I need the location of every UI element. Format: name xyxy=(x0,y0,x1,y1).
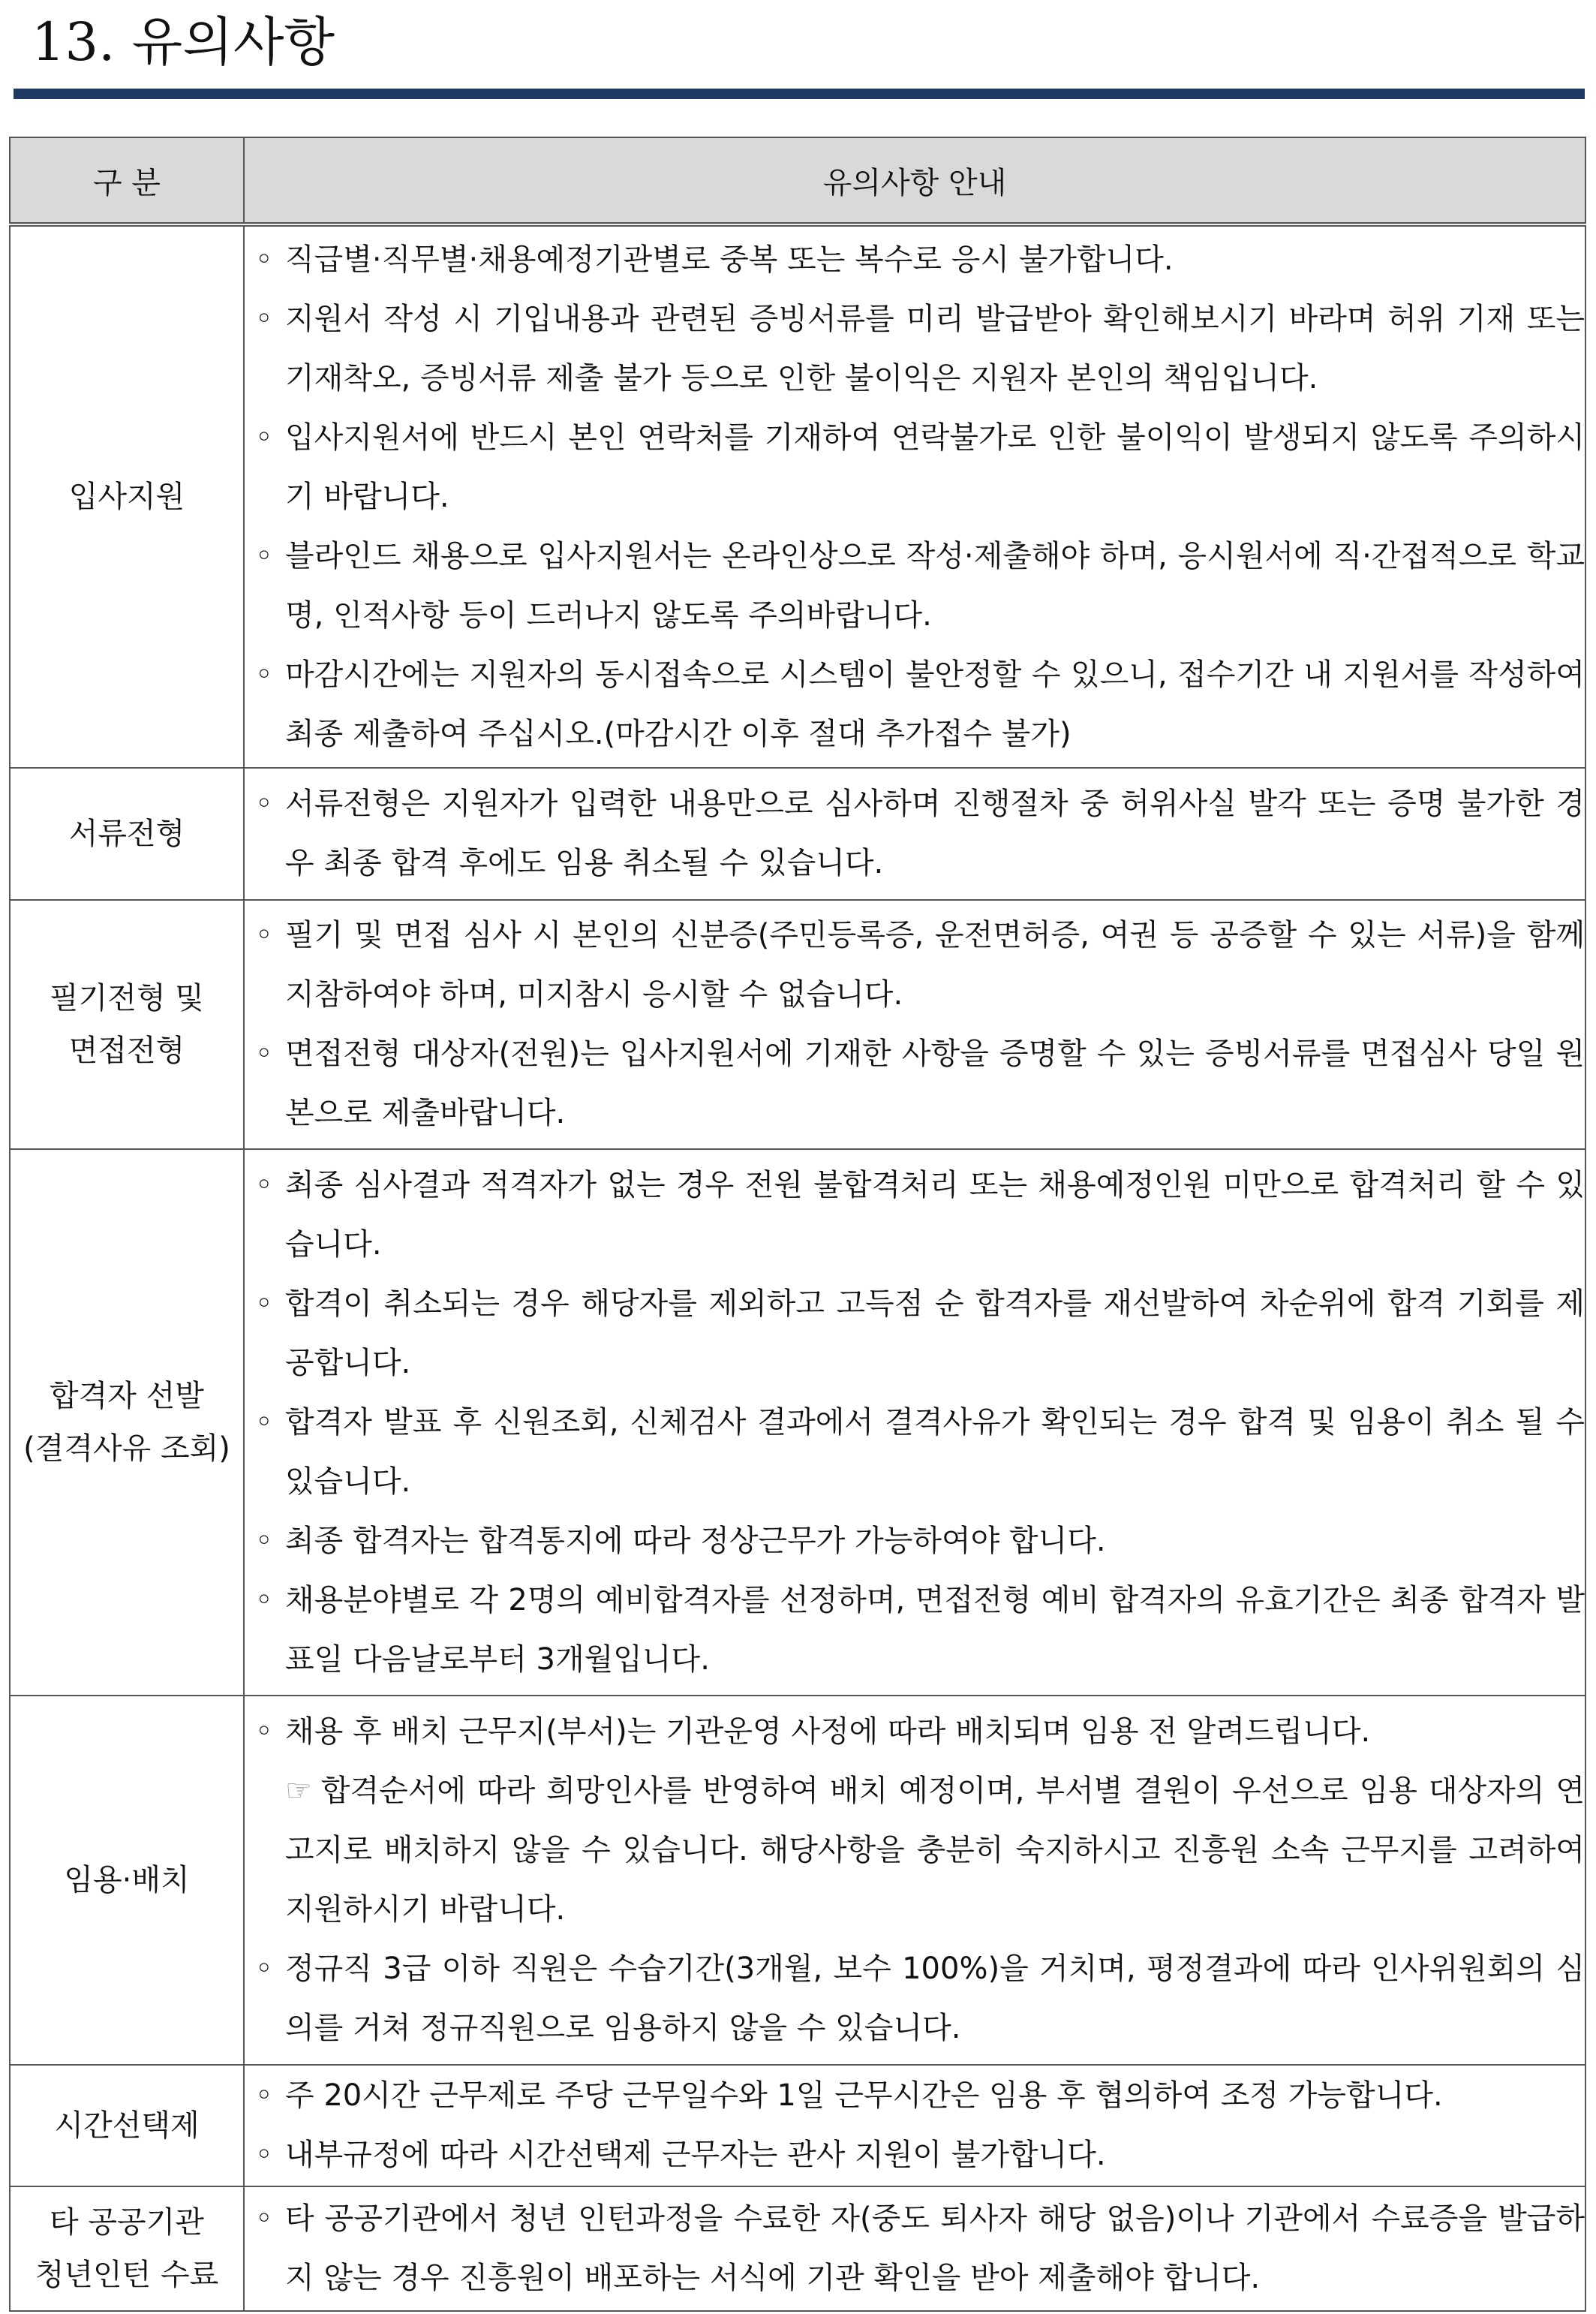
table-row-written-interview xyxy=(10,900,1585,1149)
row-guidance xyxy=(244,900,1585,1149)
title-divider xyxy=(14,89,1585,99)
row-category: 합격자 선발 (결격사유 조회) xyxy=(10,1149,244,1696)
row-category: 임용·배치 xyxy=(10,1696,244,2065)
row-guidance xyxy=(244,224,1585,768)
row-guidance xyxy=(244,1149,1585,1696)
list-item: ◦ 내부규정에 따라 시간선택제 근무자는 관사 지원이 불가합니다. xyxy=(255,2138,1106,2172)
placement-note: ☞ 합격순서에 따라 희망인사를 반영하여 배치 예정이며, 부서별 결원이 우선으로 임용 대상자의 연고지로 배치하지 않을 수 있습니다. 해당사항을 충분히 숙지하시고 진흥원 소속 근무지를 고려하여 지원하시기 바랍니다. xyxy=(285,1774,1585,1927)
list-item: ◦ 입사지원서에 반드시 본인 연락처를 기재하여 연락불가로 인한 불이익이 발생되지 않도록 주의하시기 바랍니다. xyxy=(255,420,1585,514)
list-item: ◦ 최종 합격자는 합격통지에 따라 정상근무가 가능하여야 합니다. xyxy=(255,1523,1106,1558)
list-item: ◦ 채용 후 배치 근무지(부서)는 기관운영 사정에 따라 배치되며 임용 전 알려드립니다. xyxy=(255,1714,1371,1749)
list-item: ◦ 지원서 작성 시 기입내용과 관련된 증빙서류를 미리 발급받아 확인해보시기 바라며 허위 기재 또는 기재착오, 증빙서류 제출 불가 등으로 인한 불이익은 지원자 본인의 책임입니다. xyxy=(255,301,1585,396)
table-row-appointment xyxy=(10,1696,1585,2065)
list-item: ◦ 블라인드 채용으로 입사지원서는 온라인상으로 작성·제출해야 하며, 응시원서에 직·간접적으로 학교명, 인적사항 등이 드러나지 않도록 주의바랍니다. xyxy=(255,538,1585,633)
list-item: ◦ 정규직 3급 이하 직원은 수습기간(3개월, 보수 100%)을 거치며, 평정결과에 따라 인사위원회의 심의를 거쳐 정규직원으로 임용하지 않을 수 있습니다. xyxy=(255,1951,1585,2045)
row-category: 타 공공기관 청년인턴 수료 xyxy=(10,2186,244,2311)
row-guidance xyxy=(244,1696,1585,2065)
header-guidance: 유의사항 안내 xyxy=(244,137,1585,224)
list-item: ◦ 채용분야별로 각 2명의 예비합격자를 선정하며, 면접전형 예비 합격자의 유효기간은 최종 합격자 발표일 다음날로부터 3개월입니다. xyxy=(255,1582,1585,1677)
table-row-document-screening xyxy=(10,768,1585,900)
notice-table xyxy=(9,137,1586,2312)
pointing-hand-icon: ☞ xyxy=(285,1774,312,1808)
table-header-row xyxy=(10,137,1585,224)
table-row-intern xyxy=(10,2186,1585,2311)
list-item: ◦ 합격이 취소되는 경우 해당자를 제외하고 고득점 순 합격자를 재선발하여 차순위에 합격 기회를 제공합니다. xyxy=(255,1286,1585,1380)
list-item: ◦ 타 공공기관에서 청년 인턴과정을 수료한 자(중도 퇴사자 해당 없음)이나 기관에서 수료증을 발급하지 않는 경우 진흥원이 배포하는 서식에 기관 확인을 받아 제출해야 합니다. xyxy=(255,2201,1585,2295)
row-category: 필기전형 및 면접전형 xyxy=(10,900,244,1149)
list-item: ◦ 합격자 발표 후 신원조회, 신체검사 결과에서 결격사유가 확인되는 경우 합격 및 임용이 취소 될 수 있습니다. xyxy=(255,1404,1585,1499)
list-item: ◦ 서류전형은 지원자가 입력한 내용만으로 심사하며 진행절차 중 허위사실 발각 또는 증명 불가한 경우 최종 합격 후에도 임용 취소될 수 있습니다. xyxy=(255,787,1585,880)
list-item: ◦ 면접전형 대상자(전원)는 입사지원서에 기재한 사항을 증명할 수 있는 증빙서류를 면접심사 당일 원본으로 제출바랍니다. xyxy=(255,1037,1585,1130)
row-guidance xyxy=(244,2065,1585,2186)
list-item: ◦ 마감시간에는 지원자의 동시접속으로 시스템이 불안정할 수 있으니, 접수기간 내 지원서를 작성하여 최종 제출하여 주십시오.(마감시간 이후 절대 추가접수 불가) xyxy=(255,657,1585,751)
row-category: 서류전형 xyxy=(10,768,244,900)
row-category: 입사지원 xyxy=(10,224,244,768)
row-category: 시간선택제 xyxy=(10,2065,244,2186)
header-category: 구 분 xyxy=(10,137,244,224)
list-item: ◦ 필기 및 면접 심사 시 본인의 신분증(주민등록증, 운전면허증, 여권 등 공증할 수 있는 서류)을 함께 지참하여야 하며, 미지참시 응시할 수 없습니다. xyxy=(255,918,1585,1012)
list-item: ◦ 최종 심사결과 적격자가 없는 경우 전원 불합격처리 또는 채용예정인원 미만으로 합격처리 할 수 있습니다. xyxy=(255,1167,1585,1262)
row-guidance xyxy=(244,2186,1585,2311)
table-row-part-time xyxy=(10,2065,1585,2186)
page-title: 13. 유의사항 xyxy=(32,11,335,73)
list-item: ◦ 주 20시간 근무제로 주당 근무일수와 1일 근무시간은 임용 후 협의하여 조정 가능합니다. xyxy=(255,2078,1443,2113)
table-row-application xyxy=(10,224,1585,768)
row-guidance xyxy=(244,768,1585,900)
table-row-selection xyxy=(10,1149,1585,1696)
list-item: ◦ 직급별·직무별·채용예정기관별로 중복 또는 복수로 응시 불가합니다. xyxy=(255,242,1174,277)
